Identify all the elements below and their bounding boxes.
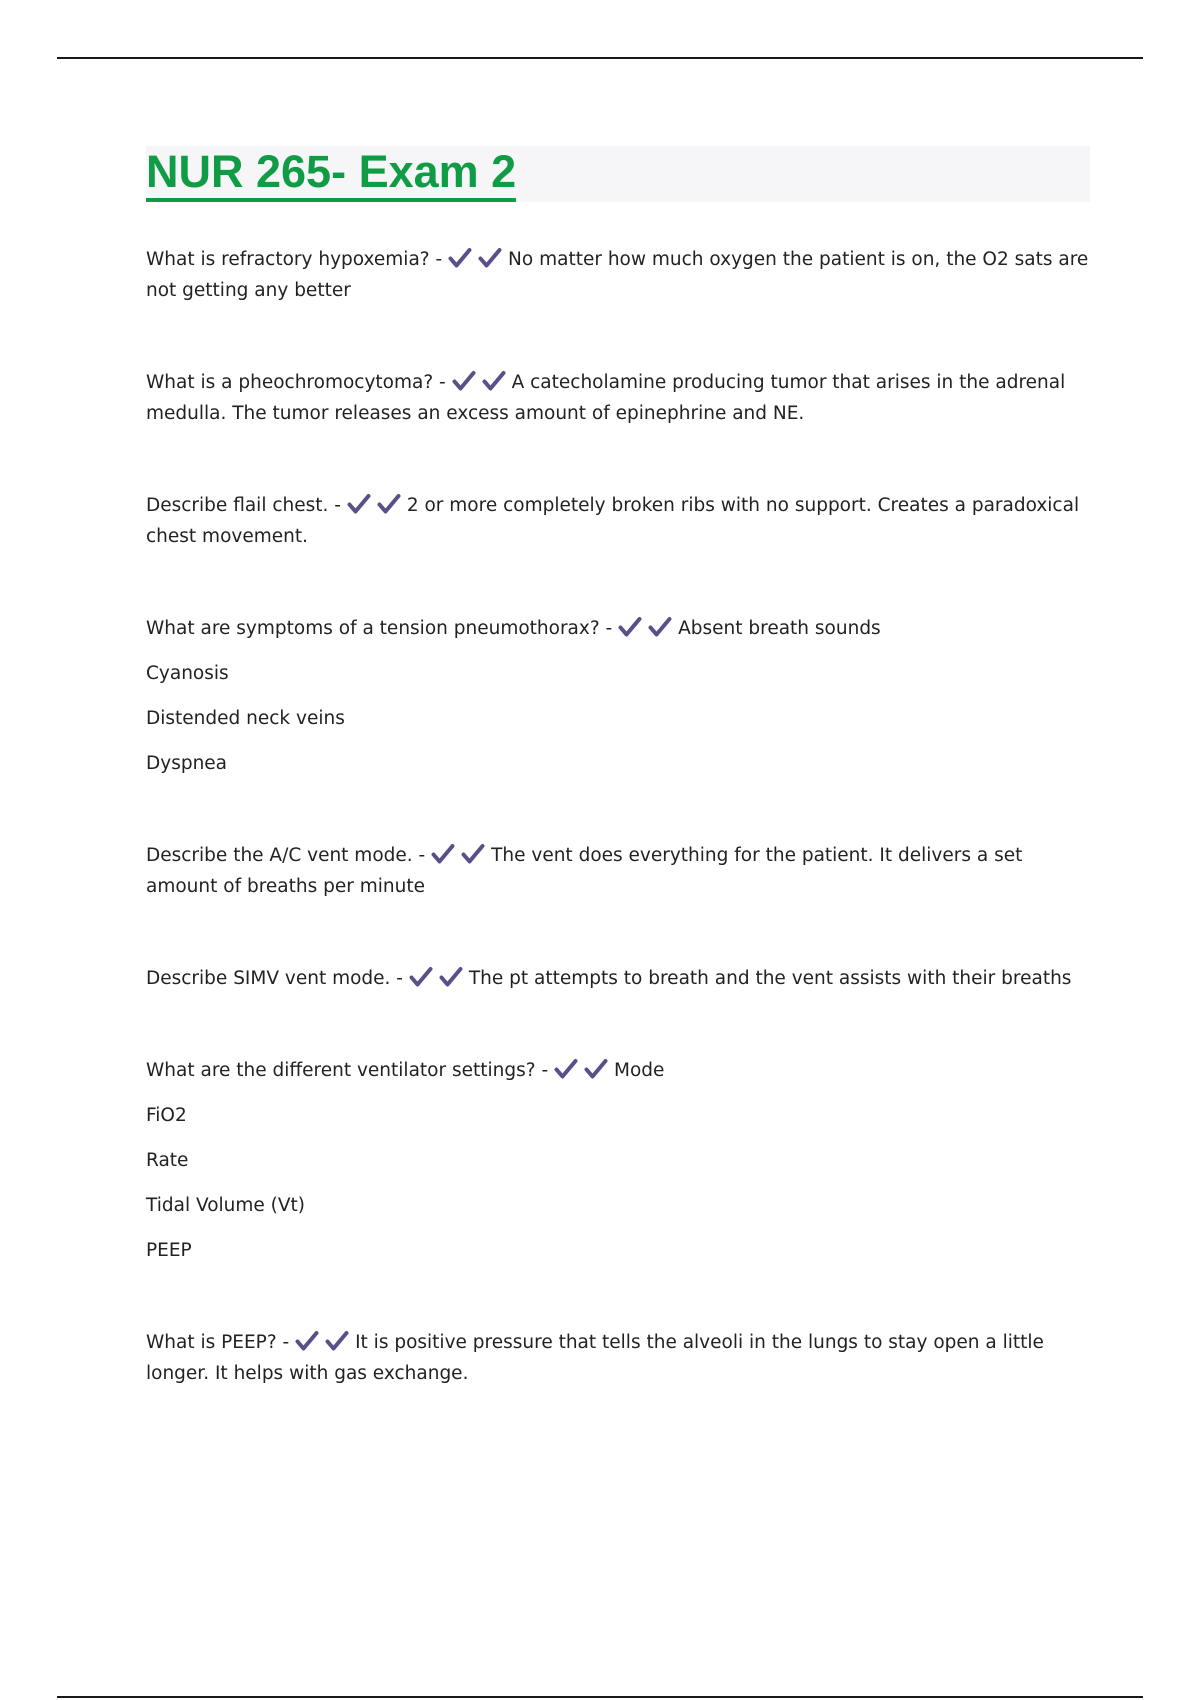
qa-line — [146, 840, 1090, 902]
list-item: Rate — [146, 1150, 189, 1171]
question-text: What is PEEP? - — [146, 1332, 296, 1353]
qa-item — [146, 490, 1090, 552]
question-text: What is a pheochromocytoma? - — [146, 372, 452, 393]
qa-item — [146, 840, 1090, 902]
qa-line — [146, 963, 1090, 994]
question-text: What is refractory hypoxemia? - — [146, 249, 449, 270]
checkmark-icon — [295, 1330, 319, 1352]
answer-text: Mode — [614, 1060, 665, 1081]
question-text: What are the different ventilator settings? - — [146, 1060, 554, 1081]
question-text: What are symptoms of a tension pneumothorax? - — [146, 618, 619, 639]
list-item: Tidal Volume (Vt) — [146, 1195, 306, 1216]
checkmark-icon — [461, 843, 485, 865]
question-text: Describe SIMV vent mode. - — [146, 968, 409, 989]
list-item: Cyanosis — [146, 663, 229, 684]
bottom-rule — [57, 1696, 1143, 1698]
qa-item — [146, 613, 1090, 779]
checkmark-icon — [554, 1058, 578, 1080]
qa-item — [146, 244, 1090, 306]
qa-item — [146, 1327, 1090, 1389]
checkmark-icon — [584, 1058, 608, 1080]
list-item: Distended neck veins — [146, 708, 345, 729]
checkmark-icon — [478, 247, 502, 269]
answer-text: It is positive pressure that tells the alveoli in the lungs to stay open a little longer. It helps with gas exchange. — [146, 1332, 1044, 1384]
checkmark-icon — [618, 616, 642, 638]
qa-item — [146, 367, 1090, 429]
qa-line — [146, 613, 1090, 644]
answer-text: No matter how much oxygen the patient is on, the O2 sats are not getting any better — [146, 249, 1089, 301]
document-body — [146, 146, 1090, 1450]
question-text: Describe the A/C vent mode. - — [146, 845, 432, 866]
checkmark-icon — [648, 616, 672, 638]
checkmark-icon — [409, 966, 433, 988]
list-item: PEEP — [146, 1240, 192, 1261]
answer-text: The pt attempts to breath and the vent assists with their breaths — [468, 968, 1072, 989]
qa-line — [146, 1327, 1090, 1389]
top-rule — [57, 57, 1143, 59]
answer-text: A catecholamine producing tumor that arises in the adrenal medulla. The tumor releases an excess amount of epinephrine and NE. — [146, 372, 1066, 424]
title-bar — [146, 146, 1090, 202]
checkmark-icon — [439, 966, 463, 988]
question-text: Describe flail chest. - — [146, 495, 347, 516]
qa-line — [146, 244, 1090, 306]
qa-line — [146, 367, 1090, 429]
qa-list — [146, 244, 1090, 1389]
checkmark-icon — [448, 247, 472, 269]
answer-text: The vent does everything for the patient. It delivers a set amount of breaths per minute — [146, 845, 1023, 897]
checkmark-icon — [347, 493, 371, 515]
qa-line — [146, 490, 1090, 552]
checkmark-icon — [482, 370, 506, 392]
document-title: NUR 265- Exam 2 — [146, 146, 516, 202]
list-item: Dyspnea — [146, 753, 228, 774]
qa-item — [146, 1055, 1090, 1266]
qa-item — [146, 963, 1090, 994]
checkmark-icon — [452, 370, 476, 392]
checkmark-icon — [431, 843, 455, 865]
qa-line — [146, 1055, 1090, 1086]
checkmark-icon — [377, 493, 401, 515]
answer-text: Absent breath sounds — [678, 618, 881, 639]
answer-text: 2 or more completely broken ribs with no support. Creates a paradoxical chest movement. — [146, 495, 1080, 547]
list-item: FiO2 — [146, 1105, 187, 1126]
checkmark-icon — [325, 1330, 349, 1352]
